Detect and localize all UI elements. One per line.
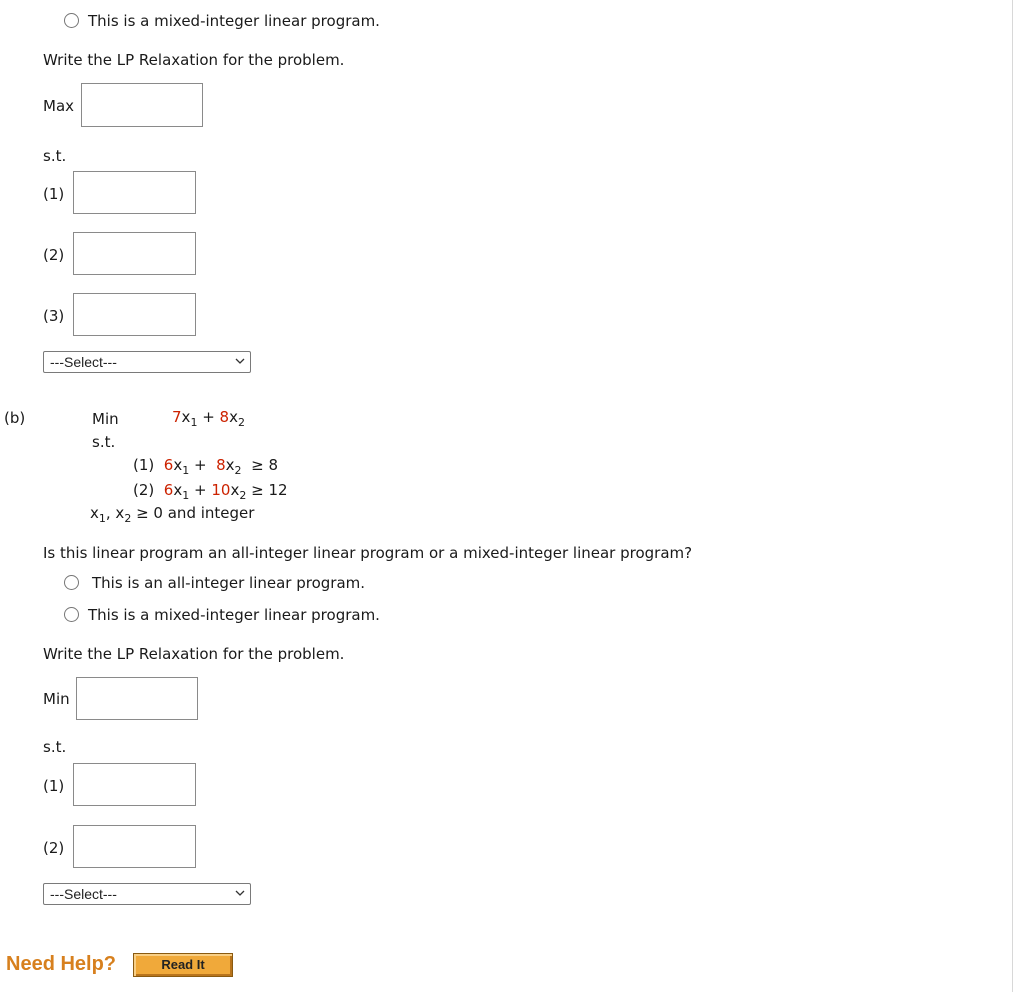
select-value-a: ---Select---	[50, 354, 117, 370]
nonneg-text: ≥ 0 and integer	[136, 504, 255, 522]
option-mixed-label-b: This is a mixed-integer linear program.	[88, 606, 380, 624]
c2-rhs: 12	[268, 481, 288, 499]
constraint-1-label-a: (1)	[43, 185, 65, 203]
write-relaxation-text-a: Write the LP Relaxation for the problem.	[43, 51, 345, 69]
st-label-a: s.t.	[43, 147, 67, 165]
part-b-label: (b)	[4, 409, 26, 427]
read-it-button[interactable]: Read It	[133, 953, 233, 977]
c1-label: (1)	[133, 456, 155, 474]
c1-coef-1: 6	[163, 456, 174, 474]
objective-label-a: Max	[43, 97, 75, 115]
objective-label-b: Min	[43, 690, 70, 708]
c2-coef-2: 10	[211, 481, 231, 499]
question-text-b: Is this linear program an all-integer linear program or a mixed-integer linear program?	[43, 544, 693, 562]
c1-operator: ≥	[251, 456, 264, 474]
constraint-2-input-b[interactable]	[73, 825, 196, 868]
option-mixed-label-a: This is a mixed-integer linear program.	[88, 12, 380, 30]
constraint-3-label-a: (3)	[43, 307, 65, 325]
objective-input-b[interactable]	[76, 677, 198, 720]
problem-st-label: s.t.	[92, 433, 116, 451]
problem-objective: $7x_1 + 8x_2$	[172, 408, 245, 429]
problem-constraint-1: (1) $6x_1 + 8x_2 \ge 8$	[133, 456, 278, 477]
need-help-label: Need Help?	[6, 953, 117, 975]
obj-coef-2: 8	[219, 408, 230, 426]
c2-label: (2)	[133, 481, 155, 499]
problem-nonnegativity: $x_1$, $x_2 \ge 0$ and integer	[90, 504, 255, 525]
select-value-b: ---Select---	[50, 886, 117, 902]
st-label-b: s.t.	[43, 738, 67, 756]
constraint-3-input-a[interactable]	[73, 293, 196, 336]
c1-coef-2: 8	[216, 456, 226, 474]
c2-operator: ≥	[251, 481, 264, 499]
write-relaxation-text-b: Write the LP Relaxation for the problem.	[43, 645, 345, 663]
c1-rhs: 8	[268, 456, 278, 474]
objective-input-a[interactable]	[81, 83, 203, 127]
option-all-label-b: This is an all-integer linear program.	[92, 574, 366, 592]
variable-restriction-select-b[interactable]	[43, 883, 251, 905]
obj-coef-1: 7	[172, 408, 182, 426]
c2-coef-1: 6	[163, 481, 174, 499]
constraint-1-label-b: (1)	[43, 777, 65, 795]
constraint-2-label-a: (2)	[43, 246, 65, 264]
constraint-1-input-a[interactable]	[73, 171, 196, 214]
constraint-1-input-b[interactable]	[73, 763, 196, 806]
variable-restriction-select-a[interactable]	[43, 351, 251, 373]
radio-mixed-integer-a[interactable]	[64, 13, 79, 28]
constraint-2-label-b: (2)	[43, 839, 65, 857]
problem-objective-label: Min	[92, 410, 119, 428]
chevron-down-icon	[235, 888, 245, 898]
radio-all-integer-b[interactable]	[64, 575, 79, 590]
page-right-border	[1012, 0, 1013, 992]
constraint-2-input-a[interactable]	[73, 232, 196, 275]
radio-mixed-integer-b[interactable]	[64, 607, 79, 622]
problem-constraint-2: (2) $6x_1 + 10x_2 \ge 12$	[133, 481, 288, 502]
chevron-down-icon	[235, 356, 245, 366]
